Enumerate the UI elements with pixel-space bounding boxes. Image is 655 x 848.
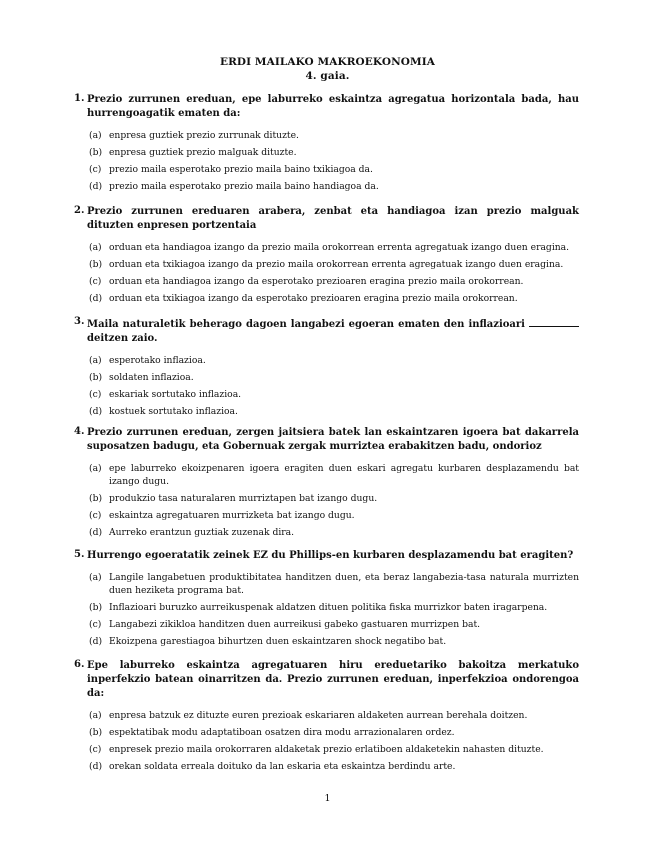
answer-option-b: [87, 493, 579, 506]
question-5: [74, 549, 579, 648]
option-label: (c): [89, 744, 102, 755]
option-text: orekan soldata erreala doituko da lan eskaria eta eskaintza berdindu arte.: [109, 761, 456, 772]
question-text: Prezio zurrunen ereduaren arabera, zenbat eta handiagoa izan prezio malguak dituzten enpresen portzentaia: [87, 206, 579, 231]
option-text: eskaintza agregatuaren murrizketa bat izango dugu.: [109, 509, 355, 521]
option-label: (b): [89, 601, 103, 613]
answer-option-c: [87, 164, 579, 177]
answer-options: [87, 710, 579, 774]
option-label: (a): [89, 242, 102, 253]
answer-option-d: [87, 636, 579, 649]
option-label: (d): [89, 406, 103, 417]
option-text: prezio maila esperotako prezio maila baino txikiagoa da.: [109, 164, 373, 175]
option-label: (d): [89, 293, 103, 304]
option-label: (b): [89, 259, 103, 270]
question-number: 2.: [74, 205, 85, 216]
question-number: 3.: [74, 316, 85, 327]
question-6: [74, 659, 579, 774]
question-3: [74, 316, 579, 419]
answer-options: [87, 242, 579, 306]
question-4: [74, 426, 579, 539]
option-label: (c): [89, 276, 102, 287]
question-text: Prezio zurrunen ereduan, epe laburreko eskaintza agregatua horizontala bada, hau hurrengoagatik ematen da:: [87, 94, 579, 119]
question-1: [74, 93, 579, 194]
option-label: (a): [89, 463, 102, 474]
option-text: orduan eta handiagoa izango da prezio maila orokorrean errenta agregatuak izango duen eragina.: [109, 242, 570, 253]
option-label: (c): [89, 164, 102, 175]
answer-option-a: [87, 572, 579, 597]
option-label: (b): [89, 147, 103, 158]
question-text: Hurrengo egoeratatik zeinek EZ du Phillips-en kurbaren desplazamendu bat eragiten?: [87, 550, 574, 561]
answer-option-d: [87, 527, 579, 540]
option-text: soldaten inflazioa.: [109, 372, 194, 383]
answer-option-c: [87, 744, 579, 757]
option-label: (b): [89, 727, 103, 738]
option-text: Ekoizpena garestiagoa bihurtzen duen eskaintzaren shock negatibo bat.: [109, 635, 447, 647]
option-label: (b): [89, 492, 103, 504]
answer-option-d: [87, 293, 579, 306]
page-number: 1: [324, 793, 331, 804]
answer-option-d: [87, 761, 579, 774]
answer-option-a: [87, 355, 579, 368]
answer-option-b: [87, 147, 579, 160]
option-label: (d): [89, 761, 103, 772]
answer-options: [87, 463, 579, 539]
document-title: ERDI MAILAKO MAKROEKONOMIA: [219, 56, 436, 68]
answer-option-c: [87, 276, 579, 289]
option-text: Langile langabetuen produktibitatea handitzen duen, eta beraz langabezia-tasa naturala murrizten duen heziketa programa bat.: [109, 572, 579, 596]
option-text: espektatibak modu adaptatiboan osatzen dira modu arrazionalaren ordez.: [109, 727, 455, 738]
answer-option-b: [87, 259, 579, 272]
answer-options: [87, 572, 579, 648]
option-text: epe laburreko ekoizpenaren igoera eragiten duen eskari agregatu kurbaren desplazamendu bat izango dugu.: [109, 463, 579, 487]
question-text-part: Maila naturaletik beherago dagoen langabezi egoeran ematen den inflazioari: [87, 319, 525, 330]
question-number: 1.: [74, 93, 85, 104]
answer-option-a: [87, 463, 579, 488]
option-text: orduan eta txikiagoa izango da prezio maila orokorrean errenta agregatuak izango duen eragina.: [109, 259, 564, 270]
question-text: Prezio zurrunen ereduan, zergen jaitsiera batek lan eskaintzaren igoera bat dakarrela suposatzen badugu, eta Gobernuak zergak murriztea erabakitzen badu, ondorioz: [87, 427, 579, 452]
option-label: (d): [89, 635, 103, 647]
option-text: prezio maila esperotako prezio maila baino handiagoa da.: [109, 181, 379, 192]
option-text: produkzio tasa naturalaren murriztapen bat izango dugu.: [109, 492, 378, 504]
answer-option-a: [87, 710, 579, 723]
answer-option-b: [87, 727, 579, 740]
option-label: (c): [89, 618, 102, 630]
option-label: (a): [89, 710, 102, 721]
option-label: (d): [89, 526, 103, 538]
question-number: 5.: [74, 549, 85, 560]
question-text: Epe laburreko eskaintza agregatuaren hiru ereduetariko bakoitza merkatuko inperfekzio batean oinarritzen da. Prezio zurrunen ereduan, inperfekzioa ondorengoa da:: [87, 660, 579, 699]
answer-option-d: [87, 181, 579, 194]
option-text: Langabezi zikikloa handitzen duen aurreikusi gabeko gastuaren murrizpen bat.: [109, 618, 481, 630]
question-number: 4.: [74, 426, 85, 437]
question-2: [74, 205, 579, 306]
answer-options: [87, 130, 579, 194]
option-text: Inflazioari buruzko aurreikuspenak aldatzen dituen politika fiska murrizkor baten iragarpena.: [109, 601, 548, 613]
option-label: (c): [89, 509, 102, 521]
option-text: enpresa guztiek prezio zurrunak dituzte.: [109, 130, 299, 141]
option-label: (b): [89, 372, 103, 383]
option-text: esperotako inflazioa.: [109, 355, 206, 366]
option-label: (a): [89, 572, 102, 583]
option-text: orduan eta txikiagoa izango da esperotako prezioaren eragina prezio maila orokorrean.: [109, 293, 518, 304]
option-text: enpresa batzuk ez dituzte euren prezioak eskariaren aldaketen aurrean berehala doitzen.: [109, 710, 528, 721]
answer-option-b: [87, 602, 579, 615]
option-text: enpresa guztiek prezio malguak dituzte.: [109, 147, 297, 158]
answer-blank: [529, 316, 579, 327]
option-label: (d): [89, 181, 103, 192]
answer-option-d: [87, 406, 579, 419]
answer-option-a: [87, 130, 579, 143]
question-number: 6.: [74, 659, 85, 670]
answer-options: [87, 355, 579, 419]
question-text-part: deitzen zaio.: [87, 333, 158, 344]
option-text: enpresek prezio maila orokorraren aldaketak prezio erlatiboen aldaketekin nahasten dituzte.: [109, 744, 544, 755]
answer-option-b: [87, 372, 579, 385]
option-text: kostuek sortutako inflazioa.: [109, 406, 238, 417]
document-subtitle: 4. gaia.: [305, 70, 350, 82]
answer-option-a: [87, 242, 579, 255]
option-label: (a): [89, 355, 102, 366]
option-text: eskariak sortutako inflazioa.: [109, 389, 242, 400]
answer-option-c: [87, 619, 579, 632]
option-text: orduan eta handiagoa izango da esperotako prezioaren eragina prezio maila orokorrean.: [109, 276, 524, 287]
option-label: (c): [89, 389, 102, 400]
answer-option-c: [87, 510, 579, 523]
question-text: [87, 316, 579, 346]
answer-option-c: [87, 389, 579, 402]
option-text: Aurreko erantzun guztiak zuzenak dira.: [109, 526, 295, 538]
option-label: (a): [89, 130, 102, 141]
